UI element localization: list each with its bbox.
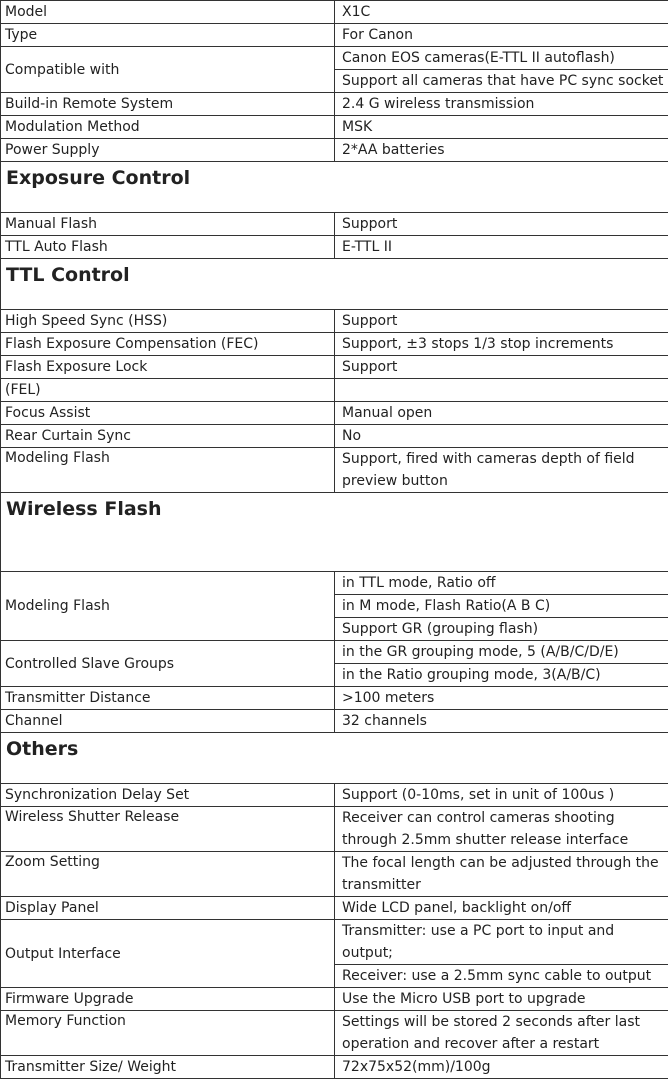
spec-value: >100 meters — [335, 687, 668, 710]
spec-value: 2.4 G wireless transmission — [335, 93, 668, 116]
table-row — [1, 356, 668, 379]
section-heading-exposure: Exposure Control — [1, 162, 668, 213]
table-row — [1, 852, 668, 897]
table-row — [1, 897, 668, 920]
spec-value: 2*AA batteries — [335, 139, 668, 162]
table-row — [1, 379, 668, 402]
spec-value: Canon EOS cameras(E-TTL II autoflash) — [335, 47, 668, 70]
spec-value: Use the Micro USB port to upgrade — [335, 988, 668, 1011]
spec-value: Support, fired with cameras depth of field preview button — [335, 448, 668, 493]
spec-value: Support all cameras that have PC sync socket — [335, 70, 668, 93]
spec-label: Output Interface — [1, 920, 335, 988]
spec-value: X1C — [335, 1, 668, 24]
table-row — [1, 47, 668, 70]
spec-value: Receiver: use a 2.5mm sync cable to output — [335, 965, 668, 988]
spec-value: MSK — [335, 116, 668, 139]
spec-value — [335, 379, 668, 402]
table-row — [1, 988, 668, 1011]
spec-value: in the Ratio grouping mode, 3(A/B/C) — [335, 664, 668, 687]
spec-label: Compatible with — [1, 47, 335, 93]
spec-label: Controlled Slave Groups — [1, 641, 335, 687]
table-row — [1, 1, 668, 24]
spec-label: Memory Function — [1, 1011, 335, 1056]
table-row — [1, 641, 668, 664]
spec-label: Display Panel — [1, 897, 335, 920]
spec-label: Modulation Method — [1, 116, 335, 139]
table-row — [1, 139, 668, 162]
spec-label: Zoom Setting — [1, 852, 335, 897]
spec-value: in the GR grouping mode, 5 (A/B/C/D/E) — [335, 641, 668, 664]
spec-value: Support (0-10ms, set in unit of 100us ) — [335, 784, 668, 807]
table-row — [1, 572, 668, 595]
section-row — [1, 733, 668, 784]
table-row — [1, 310, 668, 333]
table-row — [1, 920, 668, 965]
table-row — [1, 236, 668, 259]
spec-value: Support — [335, 356, 668, 379]
table-row — [1, 687, 668, 710]
spec-label: Type — [1, 24, 335, 47]
section-row — [1, 259, 668, 310]
table-row — [1, 24, 668, 47]
spec-value: Settings will be stored 2 seconds after last operation and recover after a restart — [335, 1011, 668, 1056]
table-row — [1, 710, 668, 733]
spec-value: Wide LCD panel, backlight on/off — [335, 897, 668, 920]
spec-value: Support, ±3 stops 1/3 stop increments — [335, 333, 668, 356]
spec-label: Flash Exposure Lock — [1, 356, 335, 379]
section-row — [1, 162, 668, 213]
spec-value: Transmitter: use a PC port to input and output; — [335, 920, 668, 965]
spec-value: 72x75x52(mm)/100g — [335, 1056, 668, 1079]
section-heading-ttl: TTL Control — [1, 259, 668, 310]
spec-value: Manual open — [335, 402, 668, 425]
spec-value: in TTL mode, Ratio off — [335, 572, 668, 595]
spec-label: TTL Auto Flash — [1, 236, 335, 259]
table-row — [1, 807, 668, 852]
spec-label: Channel — [1, 710, 335, 733]
spec-value: For Canon — [335, 24, 668, 47]
spec-value: E-TTL II — [335, 236, 668, 259]
spec-value: Support — [335, 310, 668, 333]
table-row — [1, 784, 668, 807]
spec-label: Modeling Flash — [1, 448, 335, 493]
spec-label: Flash Exposure Compensation (FEC) — [1, 333, 335, 356]
spec-label: Power Supply — [1, 139, 335, 162]
spec-value: Receiver can control cameras shooting through 2.5mm shutter release interface — [335, 807, 668, 852]
table-row — [1, 425, 668, 448]
section-heading-wireless: Wireless Flash — [1, 493, 668, 572]
spec-label: High Speed Sync (HSS) — [1, 310, 335, 333]
spec-value: The focal length can be adjusted through the transmitter — [335, 852, 668, 897]
spec-label: Modeling Flash — [1, 572, 335, 641]
spec-label: Transmitter Size/ Weight — [1, 1056, 335, 1079]
spec-value: 32 channels — [335, 710, 668, 733]
spec-value: Support — [335, 213, 668, 236]
table-row — [1, 116, 668, 139]
spec-label: Focus Assist — [1, 402, 335, 425]
table-row — [1, 333, 668, 356]
spec-label: Firmware Upgrade — [1, 988, 335, 1011]
spec-value: No — [335, 425, 668, 448]
section-heading-others: Others — [1, 733, 668, 784]
spec-label: Model — [1, 1, 335, 24]
spec-label: Synchronization Delay Set — [1, 784, 335, 807]
spec-label: Wireless Shutter Release — [1, 807, 335, 852]
spec-label: (FEL) — [1, 379, 335, 402]
spec-label: Manual Flash — [1, 213, 335, 236]
table-row — [1, 448, 668, 493]
spec-label: Rear Curtain Sync — [1, 425, 335, 448]
spec-value: Support GR (grouping flash) — [335, 618, 668, 641]
table-row — [1, 93, 668, 116]
table-row — [1, 1011, 668, 1056]
spec-value: in M mode, Flash Ratio(A B C) — [335, 595, 668, 618]
table-row — [1, 402, 668, 425]
table-row — [1, 1056, 668, 1079]
spec-label: Build-in Remote System — [1, 93, 335, 116]
spec-label: Transmitter Distance — [1, 687, 335, 710]
table-row — [1, 213, 668, 236]
section-row — [1, 493, 668, 572]
